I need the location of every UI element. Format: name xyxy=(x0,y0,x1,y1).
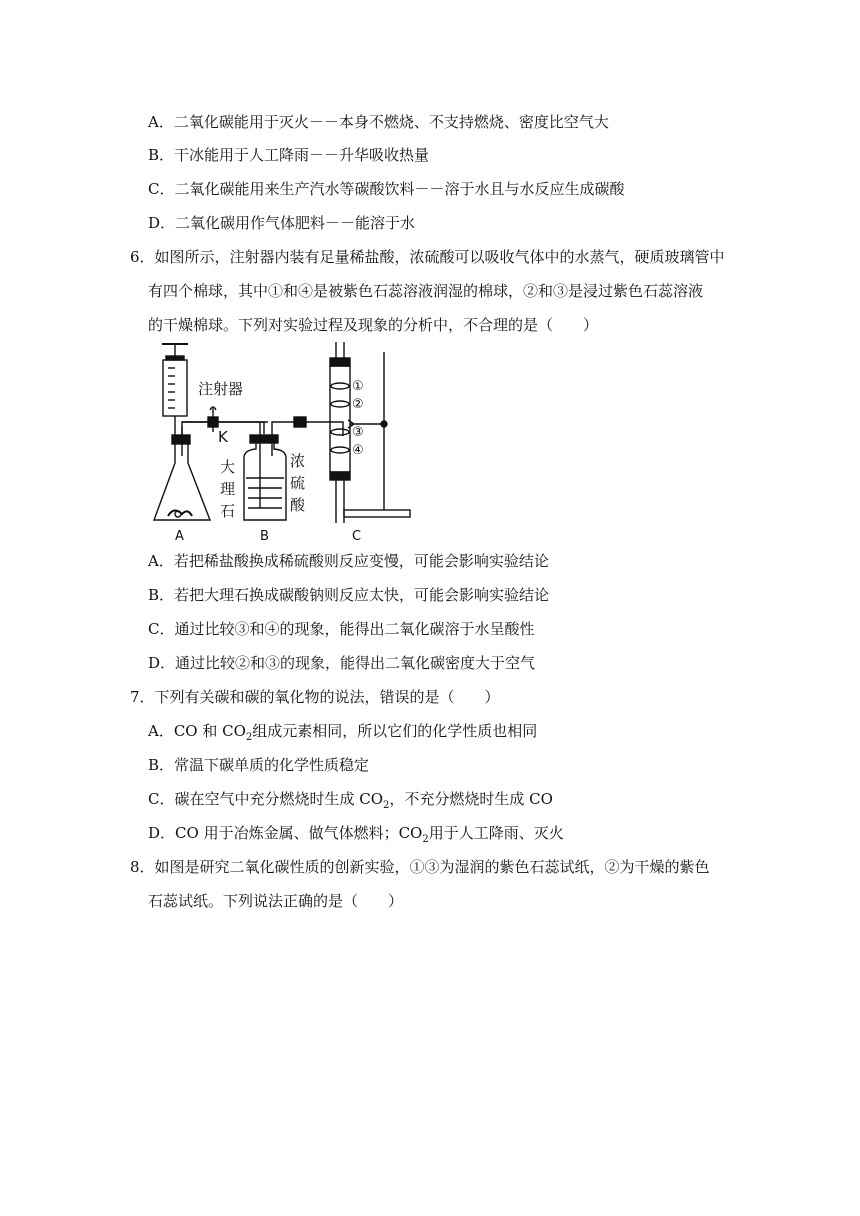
ball-label-4: ④ xyxy=(352,443,364,458)
q7-option-a: A．CO 和 $CO_2$组成元素相同，所以它们的化学性质也相同 xyxy=(148,722,538,743)
q7-option-b: B．常温下碳单质的化学性质稳定 xyxy=(148,756,370,774)
ball-label-3: ③ xyxy=(352,425,364,440)
acid-label-1: 浓 xyxy=(290,452,306,470)
ball-label-2: ② xyxy=(352,397,364,412)
label-a: A xyxy=(175,529,184,544)
q8-stem-line-2: 石蕊试纸。下列说法正确的是（ ） xyxy=(148,892,404,910)
q5-option-d: D．二氧化碳用作气体肥料－－能溶于水 xyxy=(148,214,416,232)
q6-stem-line-1: 6．如图所示，注射器内装有足量稀盐酸，浓硫酸可以吸收气体中的水蒸气，硬质玻璃管中 xyxy=(130,248,725,266)
glass-tube-with-cotton-balls xyxy=(330,342,350,523)
marble-label-1: 大 xyxy=(220,458,236,476)
gas-washing-bottle xyxy=(244,422,286,520)
q7-stem: 7．下列有关碳和碳的氧化物的说法，错误的是（ ） xyxy=(130,688,500,706)
conical-flask xyxy=(154,435,210,520)
q6-option-c: C．通过比较③和④的现象，能得出二氧化碳溶于水呈酸性 xyxy=(148,620,535,638)
q6-option-a: A．若把稀盐酸换成稀硫酸则反应变慢，可能会影响实验结论 xyxy=(148,552,549,570)
q6-option-d: D．通过比较②和③的现象，能得出二氧化碳密度大于空气 xyxy=(148,654,536,672)
ball-label-1: ① xyxy=(352,379,364,394)
marble-label-2: 理 xyxy=(220,480,236,498)
syringe-label: 注射器 xyxy=(198,380,244,398)
label-c: C xyxy=(352,529,362,544)
q7-option-d: D．CO 用于冶炼金属、做气体燃料；$CO_2$用于人工降雨、灭火 xyxy=(148,824,564,845)
q7-option-c: C．碳在空气中充分燃烧时生成 $CO_2$，不充分燃烧时生成 CO xyxy=(148,790,553,811)
q6-apparatus-figure xyxy=(148,338,418,546)
q6-stem-line-2: 有四个棉球，其中①和④是被紫色石蕊溶液润湿的棉球，②和③是浸过紫色石蕊溶液 xyxy=(148,282,704,300)
q5-option-b: B．干冰能用于人工降雨－－升华吸收热量 xyxy=(148,146,430,164)
label-b: B xyxy=(260,529,269,544)
marble-label-3: 石 xyxy=(220,502,236,520)
q6-stem-line-3: 的干燥棉球。下列对实验过程及现象的分析中，不合理的是（ ） xyxy=(148,316,599,334)
q5-option-c: C．二氧化碳能用来生产汽水等碳酸饮料－－溶于水且与水反应生成碳酸 xyxy=(148,180,625,198)
acid-label-2: 硫 xyxy=(290,474,306,492)
q8-stem-line-1: 8．如图是研究二氧化碳性质的创新实验，①③为湿润的紫色石蕊试纸，②为干燥的紫色 xyxy=(130,858,710,876)
q5-option-a: A．二氧化碳能用于灭火－－本身不燃烧、不支持燃烧、密度比空气大 xyxy=(148,113,609,131)
q6-option-b: B．若把大理石换成碳酸钠则反应太快，可能会影响实验结论 xyxy=(148,586,550,604)
acid-label-3: 酸 xyxy=(290,496,306,514)
valve-label: K xyxy=(218,428,228,446)
